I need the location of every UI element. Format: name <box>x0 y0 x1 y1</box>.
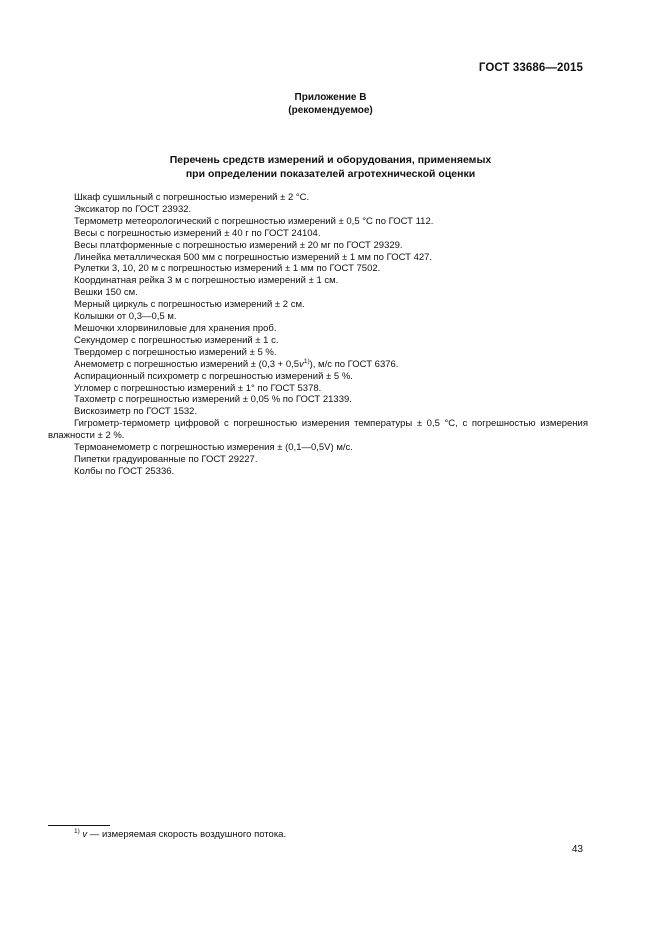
list-item: Координатная рейка 3 м с погрешностью измерений ± 1 см. <box>74 275 339 287</box>
list-item: Мешочки хлорвиниловые для хранения проб. <box>74 322 277 334</box>
footnote-divider <box>48 825 110 826</box>
footnote-variable: v <box>82 829 88 841</box>
page-number: 43 <box>571 844 583 855</box>
list-item: Термоанемометр с погрешностью измерения ± (0,1—0,5V) м/с. <box>74 442 353 454</box>
equipment-list <box>48 192 588 478</box>
list-item: Весы платформенные с погрешностью измерений ± 20 мг по ГОСТ 29329. <box>74 239 403 251</box>
list-item-anemometer <box>48 359 588 371</box>
section-heading-line2: при определении показателей агротехнической оценки <box>185 168 476 180</box>
list-item: Линейка металлическая 500 мм с погрешностью измерений ± 1 мм по ГОСТ 427. <box>74 251 433 263</box>
list-item: Мерный циркуль с погрешностью измерений ± 2 см. <box>74 299 305 311</box>
list-item: Колышки от 0,3—0,5 м. <box>74 311 177 323</box>
list-item: Шкаф сушильный с погрешностью измерений ± 2 °С. <box>74 192 310 203</box>
list-item: Пипетки градуированные по ГОСТ 29227. <box>74 453 258 465</box>
footnote-text: — измеряемая скорость воздушного потока. <box>87 829 287 841</box>
list-item: Секундомер с погрешностью измерений ± 1 с. <box>74 334 279 346</box>
list-item: Рулетки 3, 10, 20 м с погрешностью измерений ± 1 мм по ГОСТ 7502. <box>74 263 381 275</box>
list-item: Тахометр с погрешностью измерений ± 0,05 % по ГОСТ 21339. <box>74 394 352 406</box>
list-item: Весы с погрешностью измерений ± 40 г по ГОСТ 24104. <box>74 227 321 239</box>
footnote <box>74 828 286 840</box>
list-item: Твердомер с погрешностью измерений ± 5 %. <box>74 346 277 358</box>
list-item: Колбы по ГОСТ 25336. <box>74 465 175 477</box>
list-item: Гигрометр-термометр цифровой с погрешностью измерения температуры ± 0,5 °С, с погрешностью измерения влажности ± 2 %. <box>48 418 588 442</box>
section-heading-line1: Перечень средств измерений и оборудования, применяемых <box>169 154 492 166</box>
list-item: Эксикатор по ГОСТ 23932. <box>74 203 192 215</box>
list-item: Вискозиметр по ГОСТ 1532. <box>74 406 198 418</box>
list-item: Термометр метеорологический с погрешностью измерений ± 0,5 °С по ГОСТ 112. <box>74 215 434 227</box>
appendix-title: Приложение В <box>294 92 367 103</box>
anemometer-text-before: Анемометр с погрешностью измерений ± (0,3 + 0,5 <box>74 358 300 370</box>
anemometer-variable: v <box>299 358 304 370</box>
footnote-reference: 1) <box>303 357 310 365</box>
appendix-subtitle: (рекомендуемое) <box>288 105 373 116</box>
footnote-mark: 1) <box>74 828 80 835</box>
list-item: Угломер с погрешностью измерений ± 1° по ГОСТ 5378. <box>74 382 322 394</box>
list-item: Вешки 150 см. <box>74 287 138 299</box>
anemometer-text-after: ), м/с по ГОСТ 6376. <box>309 358 399 370</box>
standard-number: ГОСТ 33686—2015 <box>478 62 583 74</box>
list-item: Аспирационный психрометр с погрешностью измерений ± 5 %. <box>74 370 353 382</box>
